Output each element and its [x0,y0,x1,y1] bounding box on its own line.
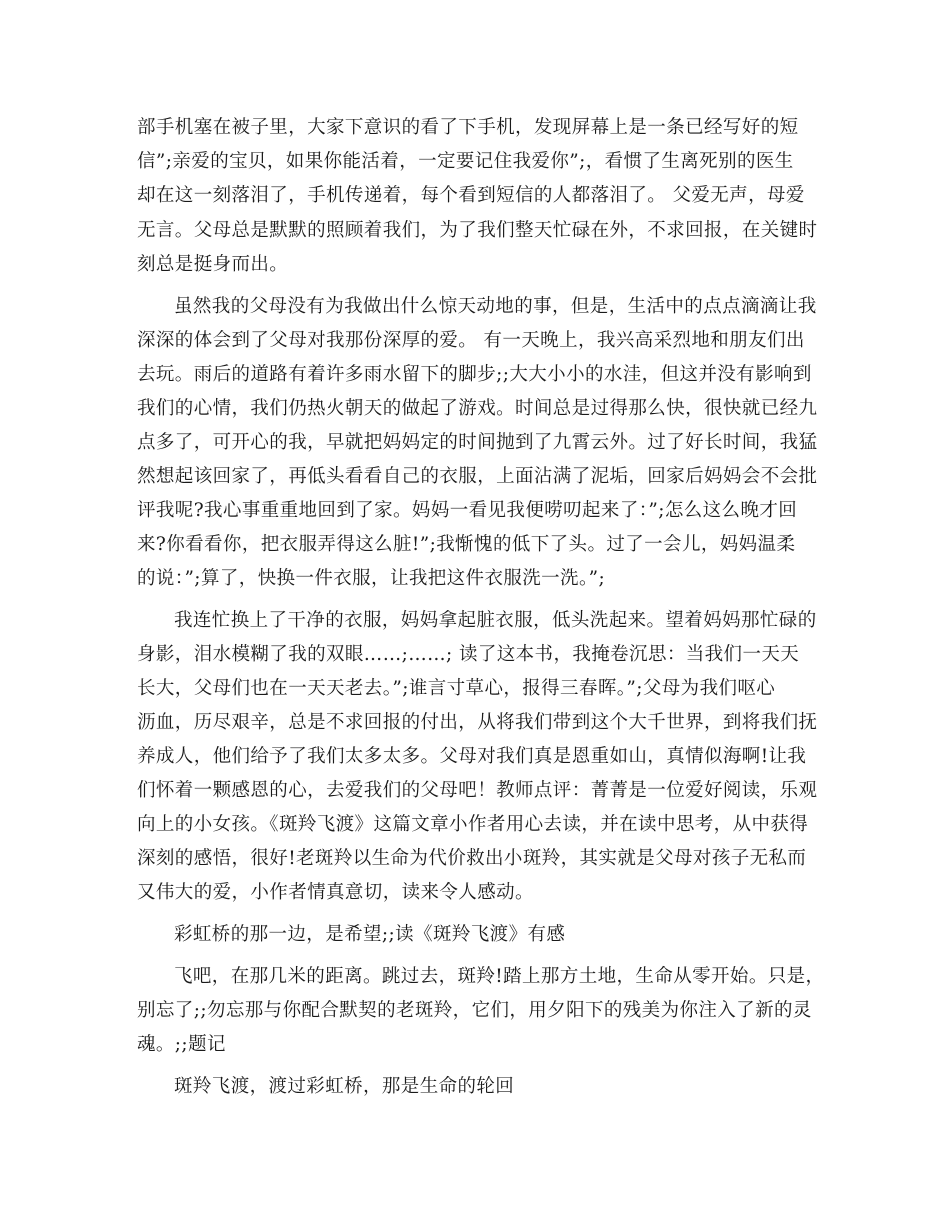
text-line: 虽然我的父母没有为我做出什么惊天动地的事，但是，生活中的点点滴滴让我 [174,296,817,317]
text-line: 沥血，历尽艰辛，总是不求回报的付出，从将我们带到这个大千世界，到将我们抚 [137,712,818,733]
text-line: 斑羚飞渡，渡过彩虹桥，那是生命的轮回 [174,1076,515,1097]
text-line: 无言。父母总是默默的照顾着我们，为了我们整天忙碌在外，不求回报，在关键时 [137,220,818,241]
text-line: 长大，父母们也在一天天老去。”;谁言寸草心，报得三春晖。”;父母为我们呕心 [137,678,776,699]
text-line: 魂。;;题记 [137,1034,226,1055]
text-line: 深深的体会到了父母对我那份深厚的爱。 有一天晚上，我兴高采烈地和朋友们出 [137,330,805,351]
text-line: 去玩。雨后的道路有着许多雨水留下的脚步;;大大小小的水洼，但这并没有影响到 [137,364,812,385]
text-line: 部手机塞在被子里，大家下意识的看了下手机，发现屏幕上是一条已经写好的短 [137,117,799,138]
text-line: 又伟大的爱，小作者情真意切，读来令人感动。 [137,882,534,903]
text-line: 彩虹桥的那一边，是希望;;读《斑羚飞渡》有感 [174,924,566,945]
text-line: 点多了，可开心的我，早就把妈妈定的时间抛到了九霄云外。过了好长时间，我猛 [137,432,818,453]
text-line: 我连忙换上了干净的衣服，妈妈拿起脏衣服，低头洗起来。望着妈妈那忙碌的 [174,610,817,631]
text-line: 身影，泪水模糊了我的双眼……;……; 读了这本书，我掩卷沉思：当我们一天天 [137,644,800,665]
text-line: 别忘了;;勿忘那与你配合默契的老斑羚，它们，用夕阳下的残美为你注入了新的灵 [137,1000,812,1021]
text-line: 刻总是挺身而出。 [137,254,289,275]
text-line: 飞吧，在那几米的距离。跳过去，斑羚!踏上那方土地，生命从零开始。只是， [174,966,825,987]
text-line: 我们的心情，我们仍热火朝天的做起了游戏。时间总是过得那么快，很快就已经九 [137,398,818,419]
text-line: 们怀着一颗感恩的心，去爱我们的父母吧！教师点评：菁菁是一位爱好阅读，乐观 [137,780,818,801]
text-line: 评我呢?我心事重重地回到了家。妈妈一看见我便唠叨起来了：”;怎么这么晚才回 [137,500,798,521]
text-line: 向上的小女孩。《斑羚飞渡》这篇文章小作者用心去读，并在读中思考，从中获得 [137,814,809,835]
text-line: 来?你看看你，把衣服弄得这么脏!”;我惭愧的低下了头。过了一会儿，妈妈温柔 [137,534,796,555]
text-line: 的说：”;算了，快换一件衣服，让我把这件衣服洗一洗。”; [137,568,606,589]
text-line: 养成人，他们给予了我们太多太多。父母对我们真是恩重如山，真情似海啊!让我 [137,746,807,767]
text-line: 却在这一刻落泪了，手机传递着，每个看到短信的人都落泪了。 父爱无声，母爱 [137,185,805,206]
text-line: 然想起该回家了，再低头看看自己的衣服，上面沾满了泥垢，回家后妈妈会不会批 [137,466,818,487]
text-line: 信”;亲爱的宝贝，如果你能活着，一定要记住我爱你”;，看惯了生离死别的医生 [137,151,794,172]
text-line: 深刻的感悟，很好!老斑羚以生命为代价救出小斑羚，其实就是父母对孩子无私而 [137,848,807,869]
